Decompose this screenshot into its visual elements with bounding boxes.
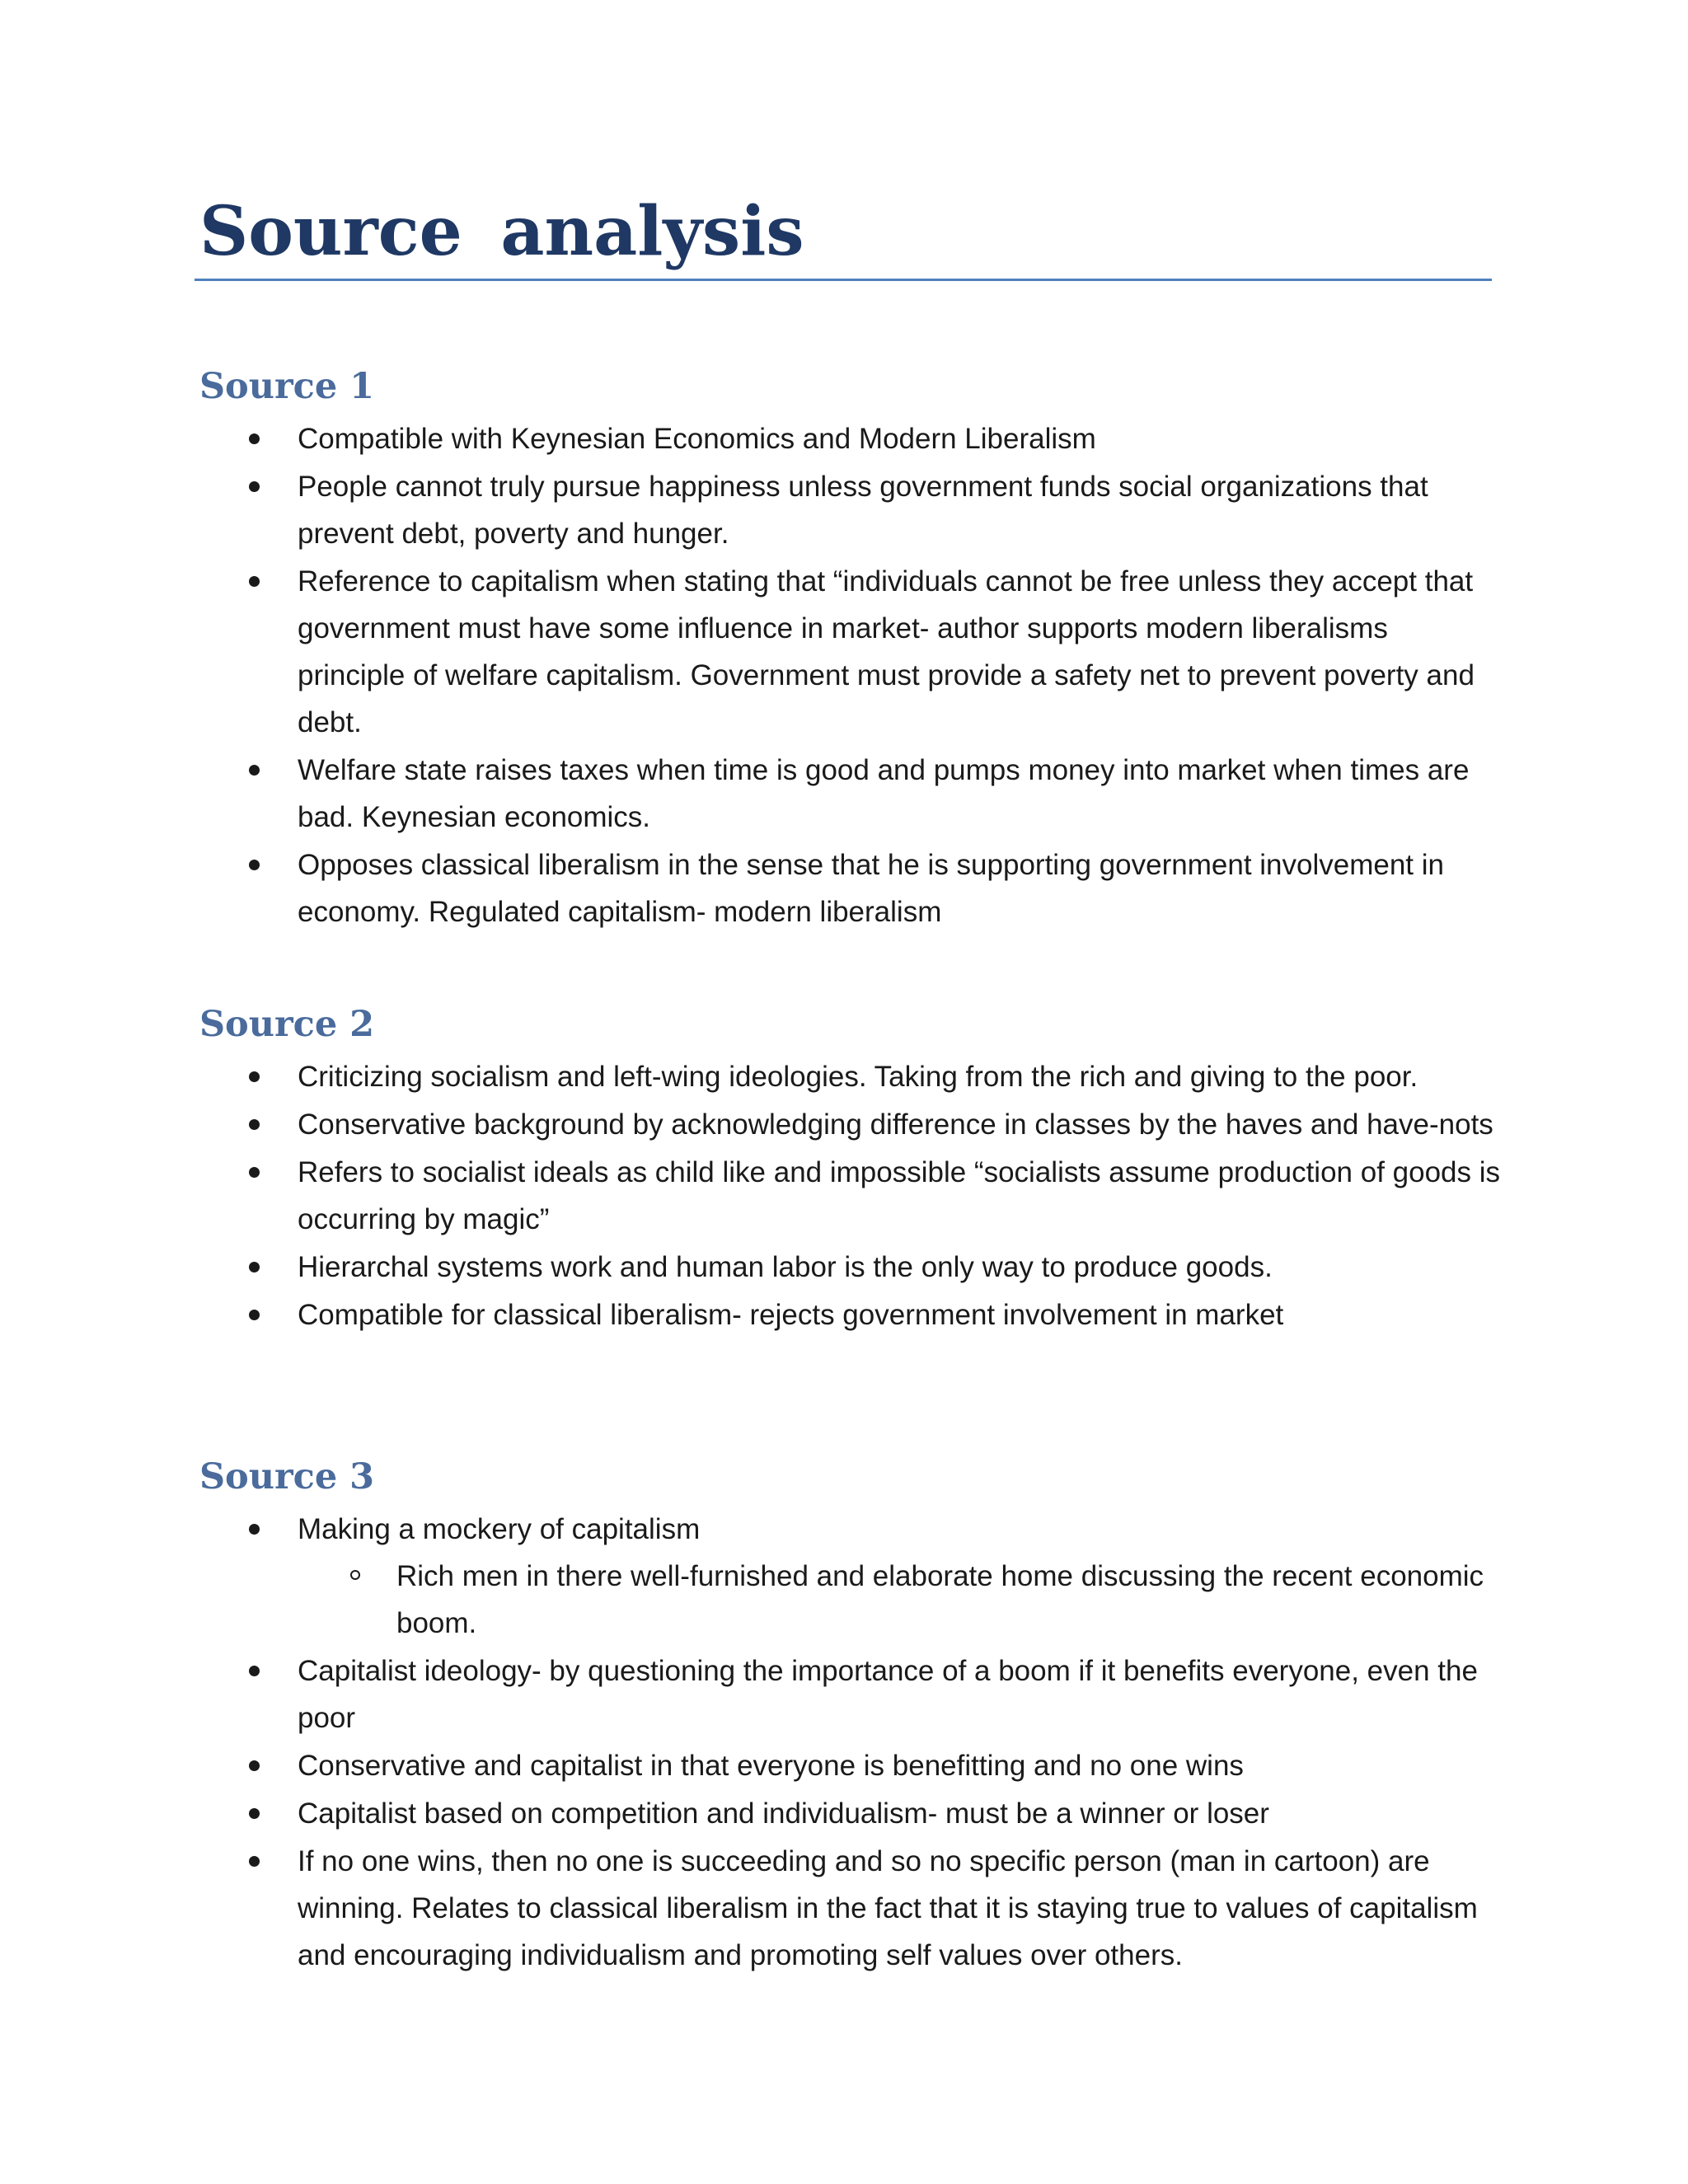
- list-item: [198, 841, 1500, 935]
- list-item-text: Hierarchal systems work and human labor is the only way to produce goods.: [298, 1251, 1273, 1283]
- list-item: [198, 1244, 1500, 1291]
- list-item-text: Making a mockery of capitalism: [298, 1513, 701, 1545]
- list-item-text: Capitalist based on competition and individualism- must be a winner or loser: [298, 1797, 1269, 1830]
- list-item: [198, 558, 1500, 746]
- bullet-list: [198, 1506, 1500, 1979]
- list-item: [198, 1647, 1500, 1741]
- list-item: [198, 1053, 1500, 1100]
- list-item-text: Compatible with Keynesian Economics and Modern Liberalism: [298, 423, 1096, 455]
- list-item: [198, 1838, 1500, 1979]
- bullet-icon: [249, 1666, 260, 1676]
- bullet-list: [198, 415, 1500, 935]
- list-item-text: Opposes classical liberalism in the sense that he is supporting government involvement in economy. Regulated capitalism- modern liberalism: [298, 849, 1444, 928]
- title-block: [198, 192, 1493, 281]
- list-item-text: Welfare state raises taxes when time is good and pumps money into market when times are bad. Keynesian economics.: [298, 754, 1470, 833]
- page-title: Source analysis: [199, 192, 804, 271]
- section-heading: Source 2: [199, 1004, 375, 1045]
- section-heading: Source 1: [199, 366, 375, 407]
- bullet-icon: [249, 1524, 260, 1535]
- list-item-text: Conservative background by acknowledging difference in classes by the haves and have-nots: [298, 1108, 1493, 1141]
- list-item-text: Refers to socialist ideals as child like and impossible “socialists assume production of goods is occurring by magic”: [298, 1156, 1501, 1235]
- list-item-text: Compatible for classical liberalism- rejects government involvement in market: [298, 1299, 1284, 1331]
- bullet-icon: [249, 576, 260, 587]
- list-item: [198, 463, 1500, 557]
- bullet-icon: [249, 860, 260, 870]
- bullet-icon: [249, 1119, 260, 1130]
- list-item-text: Conservative and capitalist in that everyone is benefitting and no one wins: [298, 1750, 1244, 1782]
- section-heading: Source 3: [199, 1456, 375, 1497]
- bullet-icon: [249, 481, 260, 492]
- section-source-2: [198, 1001, 1500, 1339]
- bullet-icon: [249, 1310, 260, 1320]
- section-source-1: [198, 363, 1500, 936]
- bullet-list: [198, 1053, 1500, 1338]
- sub-list-item-text: Rich men in there well-furnished and elaborate home discussing the recent economic boom.: [396, 1560, 1484, 1639]
- bullet-icon: [249, 1262, 260, 1272]
- hollow-bullet-icon: [350, 1570, 360, 1580]
- bullet-icon: [249, 1167, 260, 1178]
- list-item-text: If no one wins, then no one is succeeding and so no specific person (man in cartoon) are winning. Relates to classical liberalism in the fact that it is staying true to values of capitalism and encouraging individualism and promoting self values over others.: [298, 1845, 1478, 1971]
- bullet-icon: [249, 1760, 260, 1771]
- list-item-text: Criticizing socialism and left-wing ideologies. Taking from the rich and giving to the poor.: [298, 1061, 1418, 1093]
- section-source-3: [198, 1453, 1500, 1980]
- bullet-icon: [249, 765, 260, 776]
- sub-list-item: [298, 1553, 1500, 1647]
- list-item: [198, 1506, 1500, 1647]
- list-item: [198, 1790, 1500, 1837]
- list-item: [198, 747, 1500, 841]
- list-item: [198, 1742, 1500, 1789]
- bullet-icon: [249, 1808, 260, 1819]
- list-item-text: People cannot truly pursue happiness unless government funds social organizations that prevent debt, poverty and hunger.: [298, 471, 1428, 550]
- list-item: [198, 1291, 1500, 1338]
- list-item-text: Reference to capitalism when stating that “individuals cannot be free unless they accept that government must have some influence in market- author supports modern liberalisms principle of welfare capitalism. Government must provide a safety net to prevent poverty and debt.: [298, 565, 1475, 738]
- bullet-icon: [249, 434, 260, 444]
- title-underline: [195, 279, 1492, 281]
- list-item: [198, 1101, 1500, 1148]
- list-item: [198, 1149, 1500, 1243]
- bullet-icon: [249, 1071, 260, 1082]
- sub-bullet-list: [298, 1553, 1500, 1647]
- list-item: [198, 415, 1500, 462]
- bullet-icon: [249, 1856, 260, 1867]
- list-item-text: Capitalist ideology- by questioning the importance of a boom if it benefits everyone, even the poor: [298, 1655, 1478, 1734]
